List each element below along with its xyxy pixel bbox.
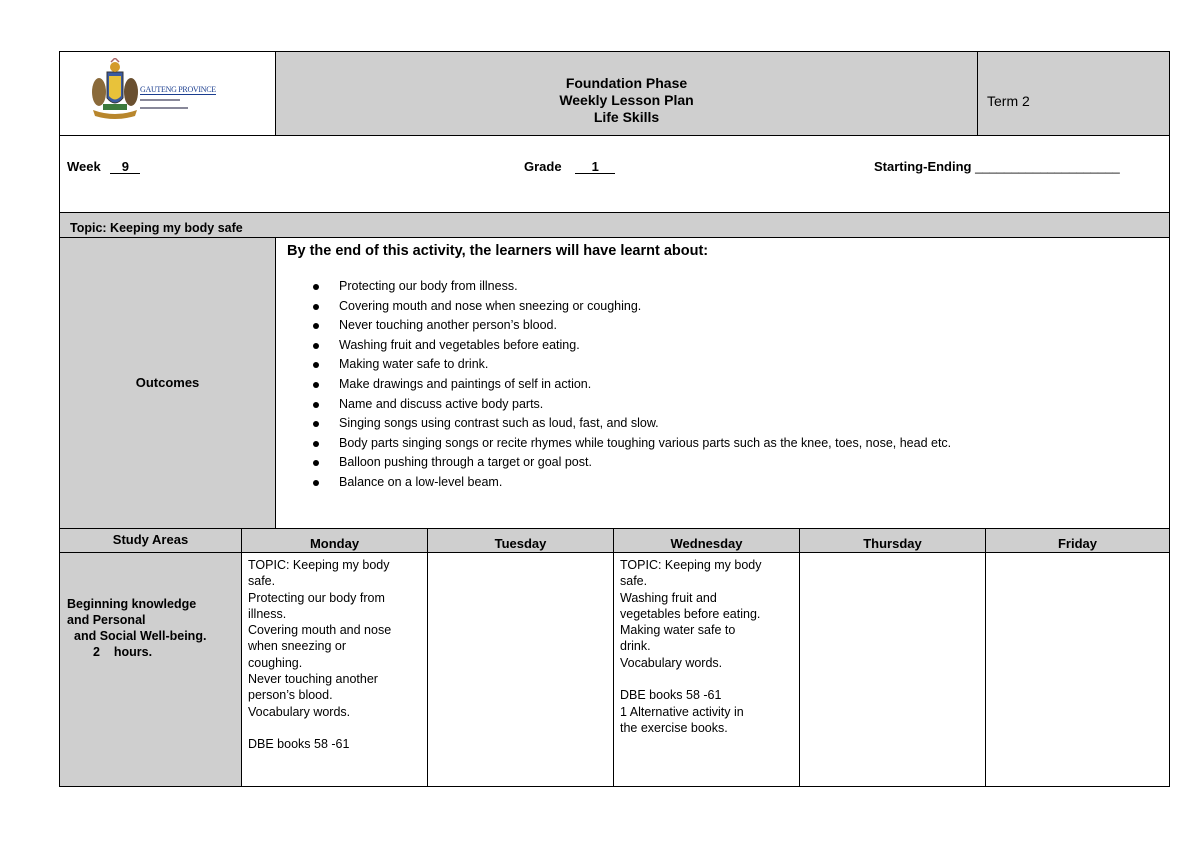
study-area-cell [59, 552, 242, 787]
study-area-line: 2 hours. [93, 645, 153, 659]
day-header-wednesday [613, 528, 800, 553]
outcomes-label-cell [59, 237, 276, 529]
day-label: Thursday [863, 536, 922, 551]
term-cell [977, 51, 1170, 136]
wednesday-line: drink. [620, 639, 651, 654]
outcome-item: Balloon pushing through a target or goal post. [287, 453, 1169, 473]
day-header-tuesday [427, 528, 614, 553]
wednesday-line: Making water safe to [620, 623, 736, 638]
starting-ending-label: Starting-Ending [874, 159, 972, 174]
day-label: Tuesday [494, 536, 547, 551]
monday-cell [241, 552, 428, 787]
info-row [59, 135, 1170, 213]
week-value: 9 [110, 160, 140, 174]
wednesday-line: safe. [620, 574, 648, 589]
outcomes-label: Outcomes [135, 375, 200, 390]
study-area-line: and Personal [67, 613, 146, 627]
topic-row [59, 212, 1170, 238]
study-area-line: and Social Well-being. [74, 629, 207, 643]
monday-line: when sneezing or [248, 639, 346, 654]
outcome-item: Singing songs using contrast such as loud, fast, and slow. [287, 414, 1169, 434]
week-label: Week [67, 159, 101, 174]
outcome-item: Make drawings and paintings of self in action. [287, 375, 1169, 395]
day-label: Friday [1057, 536, 1097, 551]
wednesday-line: Vocabulary words. [620, 655, 723, 670]
thursday-cell [799, 552, 986, 787]
title-line-2: Weekly Lesson Plan [559, 92, 694, 108]
study-areas-label: Study Areas [112, 532, 189, 547]
grade-label: Grade [524, 159, 562, 174]
friday-cell [985, 552, 1170, 787]
term-label: Term [987, 93, 1019, 109]
outcomes-heading: By the end of this activity, the learners will have learnt about: [287, 243, 709, 259]
outcome-item: Washing fruit and vegetables before eating. [287, 336, 1169, 356]
day-label: Wednesday [670, 536, 743, 551]
outcome-item: Balance on a low-level beam. [287, 473, 1169, 493]
outcome-item: Making water safe to drink. [287, 355, 1169, 375]
outcomes-content-cell [275, 237, 1170, 529]
monday-line: coughing. [248, 655, 303, 670]
wednesday-line [620, 671, 793, 687]
tuesday-cell [427, 552, 614, 787]
monday-line: Vocabulary words. [248, 704, 351, 719]
day-label: Monday [309, 536, 360, 551]
wednesday-line: Washing fruit and [620, 590, 717, 605]
title-cell [275, 51, 978, 136]
title-line-3: Life Skills [593, 109, 660, 125]
outcome-item: Protecting our body from illness. [287, 277, 1169, 297]
monday-line: illness. [248, 606, 287, 621]
logo-subtext [140, 99, 180, 101]
monday-line: Covering mouth and nose [248, 623, 392, 638]
wednesday-line: 1 Alternative activity in [620, 704, 744, 719]
wednesday-line: TOPIC: Keeping my body [620, 558, 762, 572]
monday-line: safe. [248, 574, 276, 589]
logo-text: GAUTENG PROVINCE [140, 85, 216, 94]
logo-cell [59, 51, 276, 136]
starting-ending-value: ____________________ [975, 159, 1120, 174]
day-header-thursday [799, 528, 986, 553]
monday-line: DBE books 58 -61 [248, 737, 350, 752]
monday-line: Protecting our body from [248, 590, 385, 605]
wednesday-line: DBE books 58 -61 [620, 688, 722, 703]
monday-line: TOPIC: Keeping my body [248, 558, 390, 572]
logo-subtext-2 [140, 107, 188, 109]
term-value: 2 [1022, 93, 1030, 109]
wednesday-line: the exercise books. [620, 720, 728, 735]
outcome-item: Body parts singing songs or recite rhymes while toughing various parts such as the knee, toes, nose, head etc. [287, 434, 1169, 454]
wednesday-line: vegetables before eating. [620, 606, 761, 621]
topic-text: Topic: Keeping my body safe [70, 221, 243, 235]
title-line-1: Foundation Phase [565, 75, 688, 91]
outcome-item: Covering mouth and nose when sneezing or coughing. [287, 297, 1169, 317]
monday-line: person’s blood. [248, 688, 333, 703]
study-area-line: Beginning knowledge [67, 597, 197, 611]
monday-line: Never touching another [248, 672, 378, 687]
grade-value: 1 [575, 160, 615, 174]
day-header-friday [985, 528, 1170, 553]
wednesday-cell [613, 552, 800, 787]
outcome-item: Name and discuss active body parts. [287, 395, 1169, 415]
monday-line [248, 720, 421, 736]
study-areas-header [59, 528, 242, 553]
outcome-item: Never touching another person’s blood. [287, 316, 1169, 336]
day-header-monday [241, 528, 428, 553]
outcomes-list [287, 277, 1169, 493]
